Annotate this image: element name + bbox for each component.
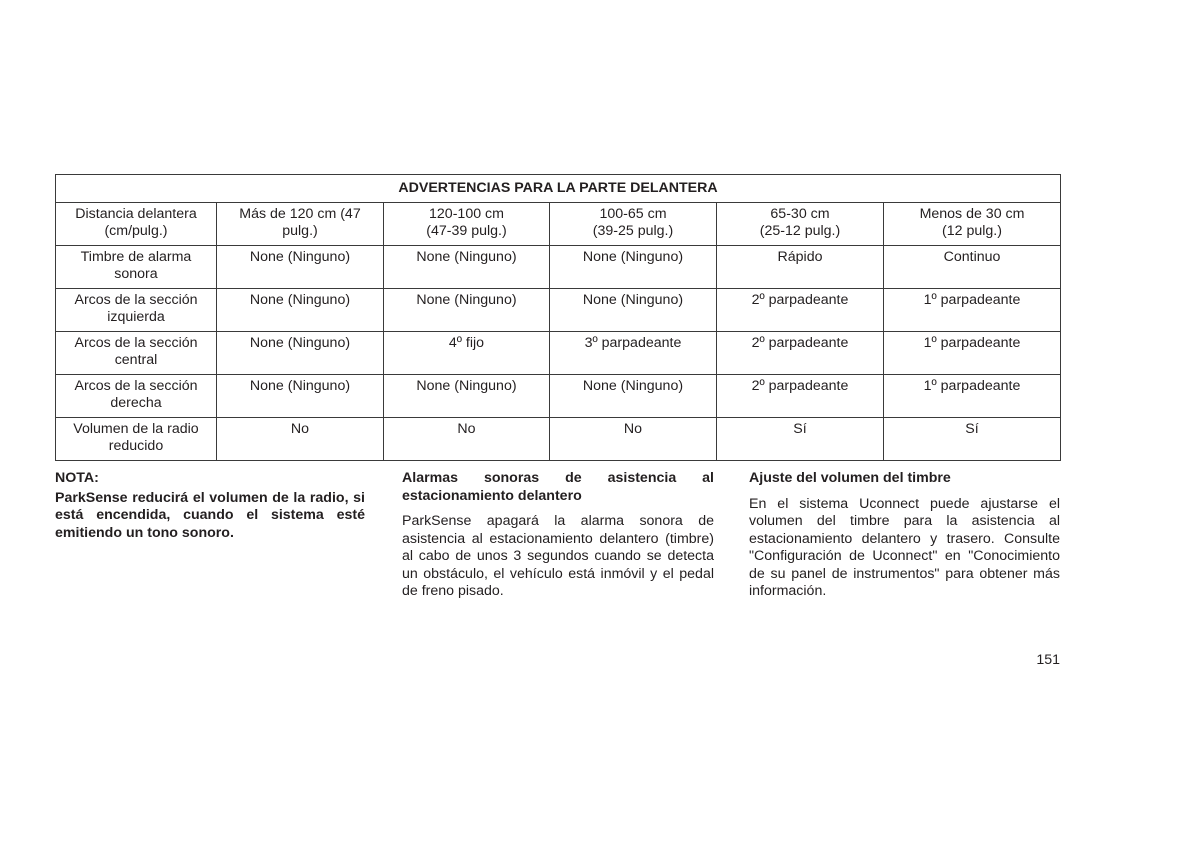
table-title: ADVERTENCIAS PARA LA PARTE DELANTERA (56, 175, 1061, 203)
front-alarms-body: ParkSense apagará la alarma sonora de asistencia al estacionamiento delantero (timbre) al cabo de unos 3 segundos cuando se detecta un obstáculo, el vehículo está inmóvil y el pedal de freno pisado. (402, 513, 714, 599)
page-number: 151 (1036, 652, 1060, 668)
table-cell: No (217, 418, 384, 461)
table-row (56, 246, 1061, 289)
table-cell: Más de 120 cm (47 pulg.) (217, 203, 384, 246)
table-cell: 2º parpadeante (717, 375, 884, 418)
table-cell: Menos de 30 cm (12 pulg.) (884, 203, 1061, 246)
table-cell: None (Ninguno) (550, 289, 717, 332)
table-cell: None (Ninguno) (384, 246, 550, 289)
row-header-cell: Volumen de la radio reducido (56, 418, 217, 461)
table-cell: No (384, 418, 550, 461)
table-row (56, 332, 1061, 375)
table-cell: 2º parpadeante (717, 289, 884, 332)
table-cell: None (Ninguno) (217, 375, 384, 418)
table-cell: None (Ninguno) (550, 375, 717, 418)
table-cell: Sí (717, 418, 884, 461)
note-label: NOTA: (55, 470, 99, 486)
front-alarms-heading: Alarmas sonoras de asistencia al estacionamiento delantero (402, 470, 714, 504)
chime-volume-column (749, 470, 1060, 601)
table-cell: 1º parpadeante (884, 289, 1061, 332)
chime-volume-heading: Ajuste del volumen del timbre (749, 470, 951, 486)
table-cell: No (550, 418, 717, 461)
table-cell: 65-30 cm (25-12 pulg.) (717, 203, 884, 246)
table-cell: 1º parpadeante (884, 332, 1061, 375)
note-text: ParkSense reducirá el volumen de la radio, si está encendida, cuando el sistema esté emitiendo un tono sonoro. (55, 489, 365, 541)
table-cell: 3º parpadeante (550, 332, 717, 375)
table-cell: 1º parpadeante (884, 375, 1061, 418)
row-header-cell: Distancia delantera (cm/pulg.) (56, 203, 217, 246)
table-cell: None (Ninguno) (384, 289, 550, 332)
table-cell: None (Ninguno) (384, 375, 550, 418)
note-column (55, 470, 365, 542)
table-cell: 100-65 cm (39-25 pulg.) (550, 203, 717, 246)
table-cell: None (Ninguno) (217, 289, 384, 332)
table-cell: 4º fijo (384, 332, 550, 375)
table-cell: 2º parpadeante (717, 332, 884, 375)
table-row (56, 203, 1061, 246)
front-warnings-table (55, 174, 1061, 461)
table-row (56, 289, 1061, 332)
table-row (56, 375, 1061, 418)
row-header-cell: Arcos de la sección central (56, 332, 217, 375)
table-body (56, 203, 1061, 461)
table-cell: None (Ninguno) (217, 332, 384, 375)
table-cell: None (Ninguno) (217, 246, 384, 289)
row-header-cell: Arcos de la sección derecha (56, 375, 217, 418)
table-cell: Sí (884, 418, 1061, 461)
row-header-cell: Timbre de alarma sonora (56, 246, 217, 289)
table-cell: Continuo (884, 246, 1061, 289)
front-alarms-column (402, 470, 714, 601)
table-cell: 120-100 cm (47-39 pulg.) (384, 203, 550, 246)
table-cell: Rápido (717, 246, 884, 289)
row-header-cell: Arcos de la sección izquierda (56, 289, 217, 332)
chime-volume-body: En el sistema Uconnect puede ajustarse el volumen del timbre para la asistencia al estacionamiento delantero y trasero. Consulte "Configuración de Uconnect" en "Conocimiento de su panel de instrumentos" para obtener más información. (749, 495, 1060, 599)
table-cell: None (Ninguno) (550, 246, 717, 289)
table-row (56, 418, 1061, 461)
